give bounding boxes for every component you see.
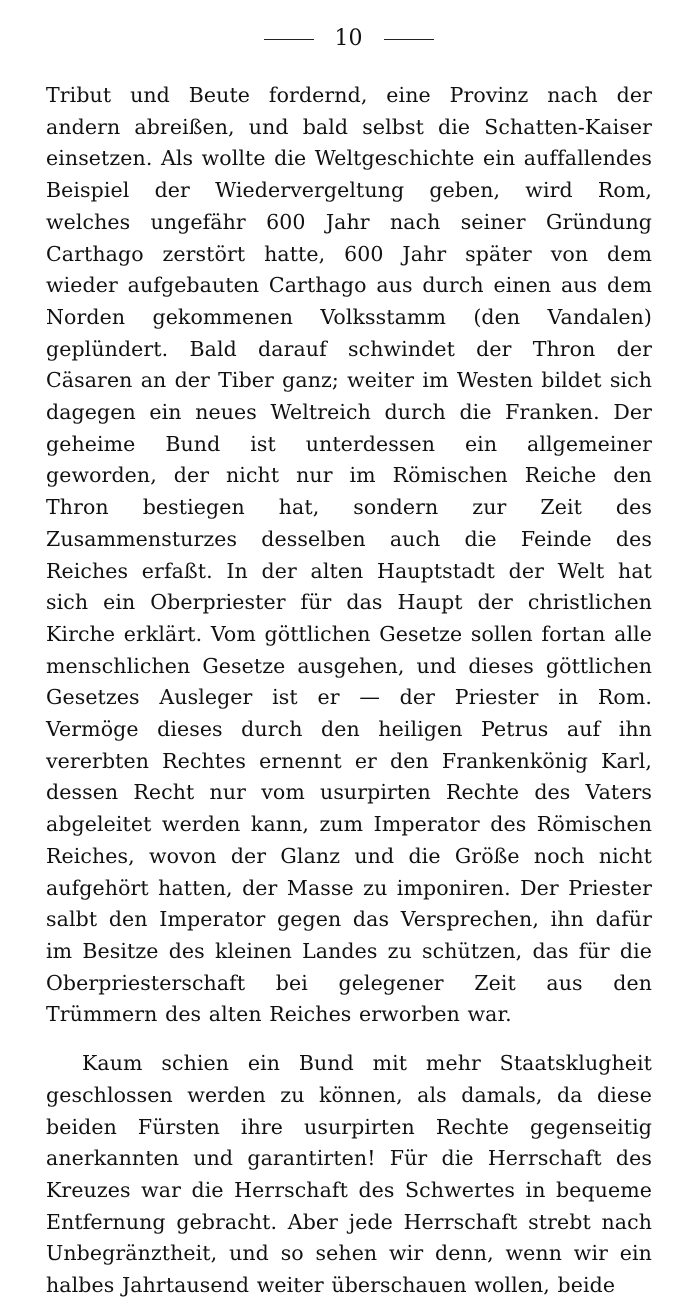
body-text: [46, 80, 652, 1302]
page-header: [0, 24, 697, 54]
paragraph: Kaum schien ein Bund mit mehr Staatsklugheit geschlossen werden zu können, als damals, da diese beiden Fürsten ihre usurpirten Rechte gegenseitig anerkannten und garantirten! Für die Herrschaft des Kreuzes war die Herrschaft des Schwertes in bequeme Entfernung gebracht. Aber jede Herrschaft strebt nach Unbegränztheit, und so sehen wir denn, wenn wir ein halbes Jahrtausend weiter überschauen wollen, beide: [46, 1051, 652, 1298]
header-rule-right: [384, 39, 434, 40]
paragraph: Tribut und Beute fordernd, eine Provinz nach der andern abreißen, und bald selbst die Schatten-Kaiser einsetzen. Als wollte die Weltgeschichte ein auffallendes Beispiel der Wiedervergeltung geben, wird Rom, welches ungefähr 600 Jahr nach seiner Gründung Carthago zerstört hatte, 600 Jahr später von dem wieder aufgebauten Carthago aus durch einen aus dem Norden gekommenen Volksstamm (den Vandalen) geplündert. Bald darauf schwindet der Thron der Cäsaren an der Tiber ganz; weiter im Westen bildet sich dagegen ein neues Weltreich durch die Franken. Der geheime Bund ist unterdessen ein allgemeiner geworden, der nicht nur im Römischen Reiche den Thron bestiegen hat, sondern zur Zeit des Zusammensturzes desselben auch die Feinde des Reiches erfaßt. In der alten Hauptstadt der Welt hat sich ein Oberpriester für das Haupt der christlichen Kirche erklärt. Vom göttlichen Gesetze sollen fortan alle menschlichen Gesetze ausgehen, und dieses göttlichen Gesetzes Ausleger ist er — der Priester in Rom. Vermöge dieses durch den heiligen Petrus auf ihn vererbten Rechtes ernennt er den Frankenkönig Karl, dessen Recht nur vom usurpirten Rechte des Vaters abgeleitet werden kann, zum Imperator des Römischen Reiches, wovon der Glanz und die Größe noch nicht aufgehört hatten, der Masse zu imponiren. Der Priester salbt den Imperator gegen das Versprechen, ihn dafür im Besitze des kleinen Landes zu schützen, das für die Oberpriesterschaft bei gelegener Zeit aus den Trümmern des alten Reiches erworben war.: [46, 83, 652, 1027]
page-number: 10: [334, 26, 363, 51]
header-rule-left: [264, 39, 314, 40]
